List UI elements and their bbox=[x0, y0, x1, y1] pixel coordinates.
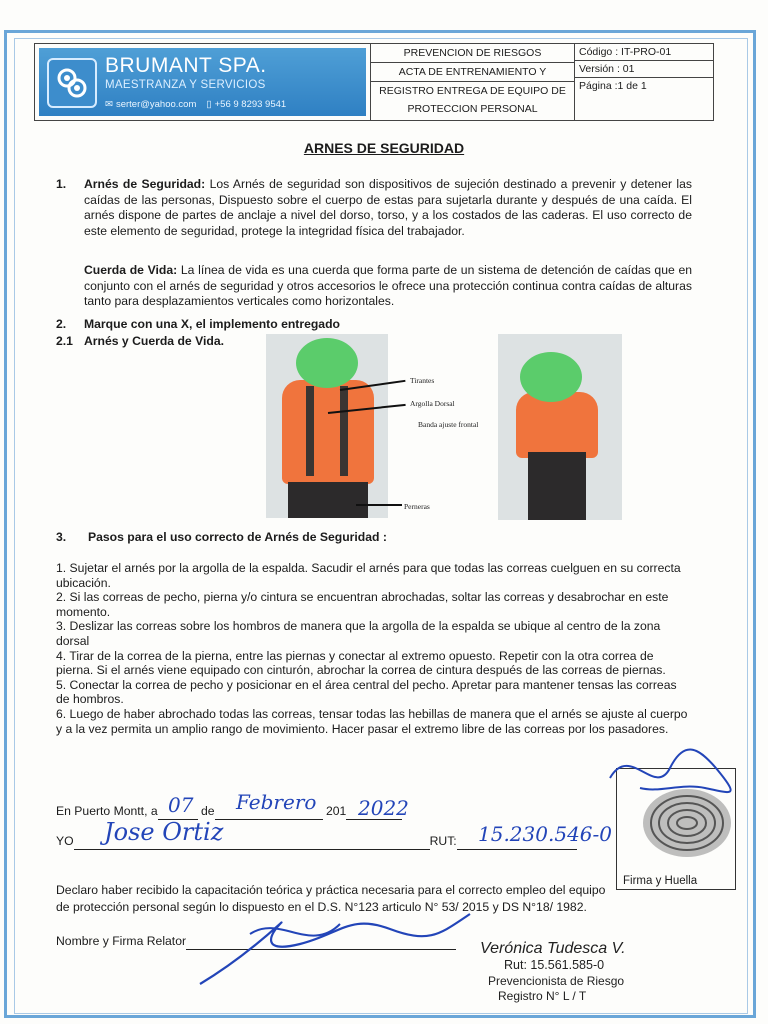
step-item: 2. Si las correas de pecho, pierna y/o cintura se encuentran abrochadas, soltar las correas y desabrochar en este momento. bbox=[56, 590, 669, 619]
doc-line-1: PREVENCION DE RIESGOS bbox=[371, 44, 574, 63]
stamp-rut: Rut: 15.561.585-0 bbox=[504, 958, 605, 972]
gear-logo-icon bbox=[47, 58, 97, 108]
date-de: de bbox=[201, 804, 215, 818]
email-text: serter@yahoo.com bbox=[115, 99, 197, 110]
handwritten-month: Febrero bbox=[236, 790, 317, 814]
step-item: 5. Conectar la correa de pecho y posicionar en el área central del pecho. Apretar para mantener tensas las correas de hombros. bbox=[56, 677, 677, 707]
company-subtitle: MAESTRANZA Y SERVICIOS bbox=[105, 79, 266, 91]
rut-label: RUT: bbox=[429, 834, 457, 848]
worker-pants bbox=[528, 452, 586, 520]
doc-line-2: ACTA DE ENTRENAMIENTO Y bbox=[371, 63, 574, 82]
section-1-number: 1. bbox=[56, 177, 67, 191]
date-prefix: En Puerto Montt, a bbox=[56, 804, 158, 818]
mail-icon: ✉ bbox=[105, 99, 113, 110]
step-item: 4. Tirar de la correa de la pierna, entre las piernas y conectar al extremo opuesto. Repetir con la otra correa de pierna. Si el arnés viene equipado con cinturón, abrochar la correa de cintura después de las correas de piernas. bbox=[56, 648, 666, 678]
harness-strap bbox=[340, 386, 348, 476]
blurred-face bbox=[520, 352, 582, 402]
cuerda-label: Cuerda de Vida: bbox=[84, 263, 178, 277]
phone-contact bbox=[206, 99, 286, 110]
step-item: 1. Sujetar el arnés por la argolla de la espalda. Sacudir el arnés para que todas las correas cuelguen en su correcta ubicación. bbox=[56, 561, 681, 590]
handwritten-rut: 15.230.546-0 bbox=[478, 822, 612, 846]
doc-page: Página :1 de 1 bbox=[579, 80, 647, 92]
company-contact bbox=[105, 99, 286, 110]
step-item: 3. Deslizar las correas sobre los hombros de manera que la argolla de la espalda se ubique al centro de la zona dorsal bbox=[56, 619, 661, 648]
name-field[interactable] bbox=[74, 849, 430, 850]
blurred-face bbox=[296, 338, 358, 388]
doc-line-4: PROTECCION PERSONAL bbox=[407, 103, 538, 115]
stamp-role: Prevencionista de Riesgo bbox=[488, 974, 625, 988]
document-meta-cell bbox=[575, 44, 713, 120]
harness-front-photo bbox=[498, 334, 622, 520]
company-name: BRUMANT SPA. bbox=[105, 54, 267, 77]
fingerprint-label: Firma y Huella bbox=[623, 875, 698, 887]
worker-torso bbox=[282, 380, 374, 484]
document-title-cell bbox=[371, 44, 575, 120]
harness-back-photo bbox=[266, 334, 388, 518]
relator-label: Nombre y Firma Relator bbox=[56, 934, 187, 948]
year-prefix: 201 bbox=[325, 804, 347, 818]
relator-signature-icon bbox=[190, 894, 480, 994]
arnes-label: Arnés de Seguridad: bbox=[84, 177, 206, 191]
stamp-registro: Registro N° L / T bbox=[498, 989, 587, 1003]
top-signature-icon bbox=[600, 738, 740, 808]
arnes-text: Los Arnés de seguridad son dispositivos de sujeción destinado a prevenir y detener las caídas de las personas, Dispuesto sobre el cuerpo de estas para sujetarla durante y después de una caída. El arnés dispone de partes de anclaje a nivel del dorso, torso, y a los costados de las caderas. El uso correcto de este elemento de seguridad, protege la integridad física del trabajador. bbox=[84, 177, 692, 238]
phone-text: +56 9 8293 9541 bbox=[214, 99, 287, 110]
doc-code: Código : IT-PRO-01 bbox=[575, 44, 713, 61]
cuerda-text: La línea de vida es una cuerda que forma parte de un sistema de detención de caídas que en conjunto con el arnés de seguridad y otros accesorios le ofrece una protección continua contra caídas de alturas tanto para desplazamientos verticales como horizontales. bbox=[84, 263, 693, 309]
doc-version: Versión : 01 bbox=[575, 61, 713, 78]
document-header bbox=[34, 43, 714, 121]
arrow-perneras bbox=[356, 504, 402, 506]
section-2-number: 2. bbox=[56, 317, 67, 331]
step-item: 6. Luego de haber abrochado todas las correas, tensar todas las hebillas de manera que el arnés se ajuste al cuerpo y a la vez permita un amplio rango de movimiento. Hacer pasar el extremo libre de las correas por los pasadores. bbox=[56, 706, 688, 736]
worker-pants bbox=[288, 482, 368, 518]
handwritten-name: Jose Ortiz bbox=[104, 818, 224, 846]
yo-label: YO bbox=[56, 834, 74, 848]
section-2-text: Marque con una X, el implemento entregado bbox=[84, 317, 340, 331]
section-2-1-number: 2.1 bbox=[56, 334, 73, 348]
worker-torso bbox=[516, 392, 598, 458]
handwritten-year: 2022 bbox=[358, 796, 409, 820]
handwritten-day: 07 bbox=[168, 793, 194, 817]
company-logo bbox=[39, 48, 366, 116]
stamp-name: Verónica Tudesca V. bbox=[480, 940, 626, 957]
declaration-text: Declaro haber recibido la capacitación teórica y práctica necesaria para el correcto empleo del equipo de protección personal según lo dispuesto en el D.S. N°123 articulo N° 53/ 2015 y DS N°18/ 1982. bbox=[56, 883, 606, 914]
section-1-arnes bbox=[84, 177, 692, 239]
month-field[interactable] bbox=[215, 819, 323, 820]
doc-line-3: REGISTRO ENTREGA DE EQUIPO DE bbox=[379, 85, 566, 97]
section-2-1-text: Arnés y Cuerda de Vida. bbox=[84, 334, 224, 348]
logo-cell bbox=[35, 44, 371, 120]
harness-strap bbox=[306, 386, 314, 476]
label-tirantes: Tirantes bbox=[410, 376, 435, 385]
label-argolla: Argolla Dorsal bbox=[410, 399, 455, 408]
rut-field[interactable] bbox=[457, 849, 577, 850]
steps-list bbox=[56, 561, 692, 736]
section-1-cuerda bbox=[84, 263, 692, 310]
section-3-text: Pasos para el uso correcto de Arnés de Seguridad : bbox=[88, 530, 387, 544]
page-title: ARNES DE SEGURIDAD bbox=[303, 140, 465, 156]
section-3-number: 3. bbox=[56, 530, 67, 544]
label-banda: Banda ajuste frontal bbox=[418, 420, 479, 429]
label-perneras: Perneras bbox=[404, 502, 430, 511]
phone-icon: ▯ bbox=[206, 99, 212, 110]
email-contact bbox=[105, 99, 196, 110]
